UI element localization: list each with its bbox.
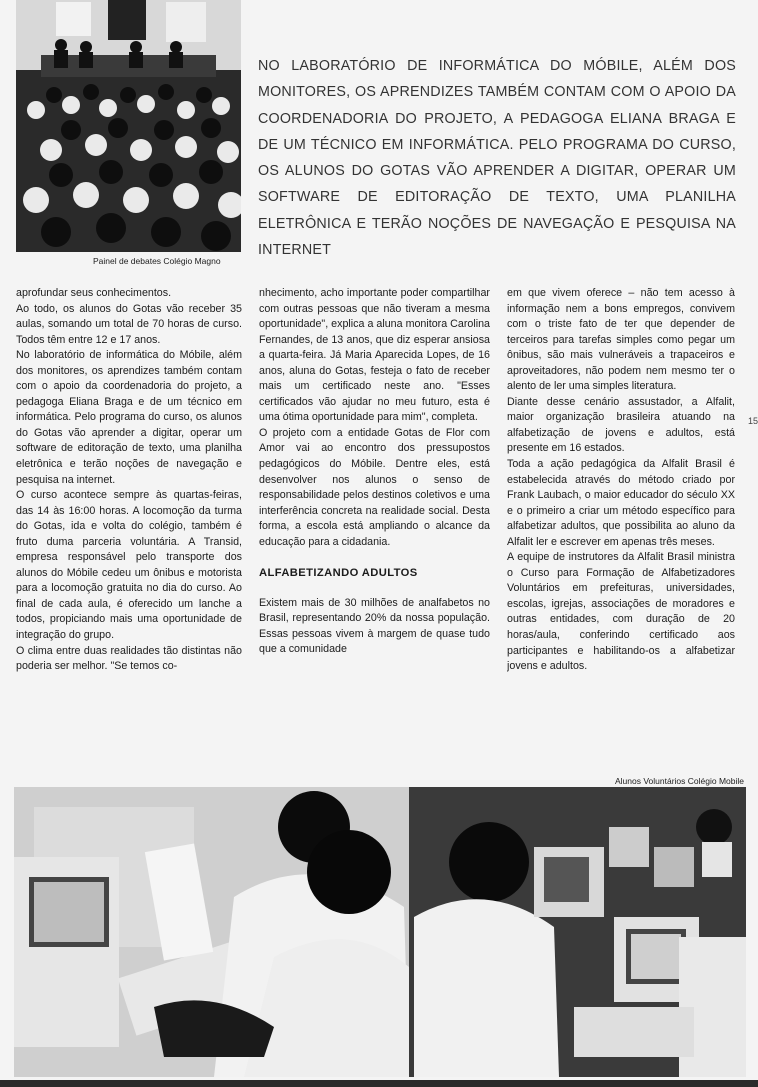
- paragraph: Ao todo, os alunos do Gotas vão receber 35 aulas, somando um total de 70 horas de curso. Todos têm entre 12 e 17 anos.: [16, 302, 242, 346]
- panel-debate-image: [16, 0, 241, 252]
- paragraph: O curso acontece sempre às quartas-feiras, das 14 às 16:00 horas. A locomoção da turma do Gotas, ida e volta do colégio, também é fruto duma parceria voluntária. A Transid, empresa responsável pelo transporte dos alunos do Móbile cedeu um ônibus e motorista para a locomoção gratuita no dia do curso. Ao final de cada aula, é oferecido um lanche a todos, propiciando mais uma oportunidade de integração do grupo.: [16, 489, 242, 642]
- paragraph: Toda a ação pedagógica da Alfalit Brasil é estabelecida através do método criado por Frank Laubach, o maior educador do século XX e o primeiro a criar um método específico para alfabetizar adultos, que possibilita ao aluno da Alfalit ler e escrever em apenas três meses.: [507, 458, 735, 548]
- paragraph: Existem mais de 30 milhões de analfabetos no Brasil, representando 20% da nossa população. Essas pessoas vivem à margem de quase tudo que a comunidade: [259, 596, 490, 656]
- panel-debate-photo: [16, 0, 241, 252]
- section-subheading: ALFABETIZANDO ADULTOS: [259, 567, 418, 580]
- page-number: 15: [747, 416, 758, 426]
- paragraph: nhecimento, acho importante poder compartilhar com outras pessoas que não tiveram a mesma oportunidade", explica a aluna monitora Carolina Fernandes, de 13 anos, que diz esperar ansiosa a quarta-feira. Já Maria Aparecida Lopes, de 16 anos, aluna do Gotas, festeja o fato de receber mais um certificado neste ano. "Esses certificados vão ajudar no meu futuro, esta é uma ótima oportunidade para mim", completa.: [259, 287, 490, 424]
- paragraph: O clima entre duas realidades tão distintas não poderia ser melhor. "Se temos co-: [16, 644, 242, 673]
- paragraph: O projeto com a entidade Gotas de Flor com Amor vai ao encontro dos pressupostos pedagógicos do Móbile. Dentre eles, está desenvolver nos alunos o senso de responsabilidade pelos destinos coletivos e uma interferência concreta na realidade social. Desta forma, a escola está ampliando o alcance da educação para a cidadania.: [259, 426, 490, 548]
- paragraph: em que vivem oferece – não tem acesso à informação nem a bons empregos, convivem com o triste fato de ter que depender de terceiros para tarefas simples como pegar um ônibus, são mais vulneráveis a trapaceiros e aproveitadores, não podem nem mesmo ter o alento de ler uma simples literatura.: [507, 287, 735, 393]
- panel-photo-caption: Painel de debates Colégio Magno: [93, 256, 221, 266]
- paragraph: No laboratório de informática do Móbile, além dos monitores, os aprendizes também contam com o apoio da coordenadoria do projeto, a pedagoga Eliana Braga e de um técnico em informática. Pelo programa do curso, os alunos do Gotas vão aprender a digitar, operar um software de editoração de texto, uma planilha eletrônica e terão noções de navegação e pesquisa na internet.: [16, 349, 242, 486]
- paragraph: A equipe de instrutores da Alfalit Brasil ministra o Curso para Formação de Alfabetizadores Voluntários em prefeituras, universidades, escolas, igrejas, associações de moradores e outras entidades, com duração de 20 horas/aula, conferindo certificado aos participantes e habilitando-os a alfabetizar jovens e adultos.: [507, 551, 735, 673]
- computer-lab-photo: [14, 787, 746, 1077]
- paragraph: Diante desse cenário assustador, a Alfalit, maior organização brasileira atuando na alfabetização de jovens e adultos, está presente em 16 estados.: [507, 395, 735, 455]
- lab-photo-caption: Alunos Voluntários Colégio Mobile: [615, 776, 744, 786]
- article-column-3: [507, 286, 735, 766]
- paragraph: aprofundar seus conhecimentos.: [16, 287, 172, 299]
- pull-quote: NO LABORATÓRIO DE INFORMÁTICA DO MÓBILE, ALÉM DOS MONITORES, OS APRENDIZES TAMBÉM CONTAM COM O APOIO DA COORDENADORIA DO PROJETO, A PEDAGOGA ELIANA BRAGA E DE UM TÉCNICO EM INFORMÁTICA. PELO PROGRAMA DO CURSO, OS ALUNOS DO GOTAS VÃO APRENDER A DIGITAR, OPERAR UM SOFTWARE DE EDITORAÇÃO DE TEXTO, UMA PLANILHA ELETRÔNICA E TERÃO NOÇÕES DE NAVEGAÇÃO E PESQUISA NA INTERNET: [258, 58, 736, 259]
- computer-lab-image: [14, 787, 746, 1077]
- article-column-1: [16, 286, 242, 766]
- bottom-rule: [0, 1080, 758, 1087]
- article-column-2: [259, 286, 490, 766]
